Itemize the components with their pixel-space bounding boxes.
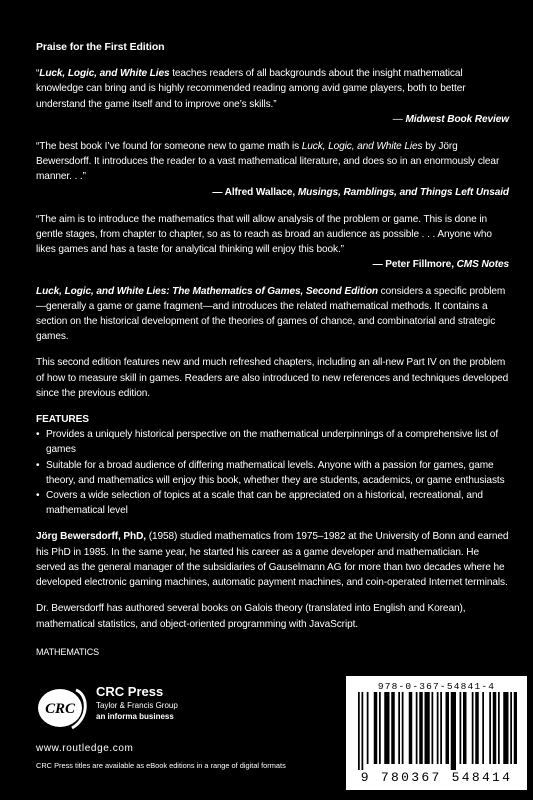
quote-source: Midwest Book Review <box>405 113 509 125</box>
quote-3: “The aim is to introduce the mathematics that will allow analysis of the problem or game. This is done in gentle stages, from chapter to chapter, so as to reach as broad an audience as possible . . . Anyone who likes games and has a taste for analytical thinking will enjoy this book.” — Peter Fillmore, CMS Notes <box>36 213 509 271</box>
category-label: MATHEMATICS <box>36 646 100 657</box>
features-heading: FEATURES <box>36 414 89 426</box>
author-bio: Jörg Bewersdorff, PhD, (1958) studied mathematics from 1975–1982 at the University of Bonn and earned his PhD in 1985. In the same year, he started his career as a game developer and mathematician. He served as the general manager of the subsidiaries of Gauselmann AG for more than two decades where he developed electronic gaming machines, automatic payment machines, and coin-operated Internet terminals. <box>36 531 509 589</box>
publisher-footer <box>0 681 533 800</box>
barcode-bars-icon <box>356 692 517 770</box>
publisher-name: CRC Press <box>96 684 164 699</box>
second-edition-text: This second edition features new and much refreshed chapters, including an all-new Part IV on the problem of how to measure skill in games. Readers are also introduced to new references and techniques developed since the previous edition. <box>36 357 509 399</box>
features-list <box>36 427 509 518</box>
feature-item: • Covers a wide selection of topics at a scale that can be appreciated on a historical, recreational, and mathematical level <box>36 488 509 518</box>
praise-heading: Praise for the First Edition <box>36 41 165 53</box>
book-title: Luck, Logic, and White Lies <box>301 141 423 153</box>
publisher-business: an informa business <box>96 712 174 721</box>
feature-item: • Provides a uniquely historical perspective on the mathematical underpinnings of a comprehensive list of games <box>36 427 509 457</box>
book-title: Luck, Logic, and White Lies <box>39 68 170 80</box>
ebook-note: CRC Press titles are available as eBook editions in a range of digital formats <box>36 761 286 770</box>
quote-1: “Luck, Logic, and White Lies teaches readers of all backgrounds about the insight mathematical knowledge can bring and is highly recommended reading among avid game players, both to better understand the game itself and to improve one’s skills.” — Midwest Book Review <box>36 68 509 125</box>
isbn-barcode <box>346 676 527 790</box>
author-books: Dr. Bewersdorff has authored several books on Galois theory (translated into English and Korean), mathematical statistics, and object-oriented programming with JavaScript. <box>36 603 466 630</box>
author-name: Jörg Bewersdorff, PhD, <box>36 531 146 543</box>
quote-source: CMS Notes <box>456 259 509 271</box>
feature-item: • Suitable for a broad audience of differing mathematical levels. Anyone with a passion for games, game theory, and mathematics will enjoy this book, whether they are students, academics, or game enthusiasts <box>36 458 509 488</box>
quote-author: — Peter Fillmore, <box>372 259 457 271</box>
svg-text:CRC: CRC <box>45 701 75 717</box>
barcode-digits: 9 780367 548414 <box>360 770 513 785</box>
description: Luck, Logic, and White Lies: The Mathematics of Games, Second Edition considers a specific problem—generally a game or game fragment—and introduces the related mathematical methods. It contains a section on the historical development of the theories of games of chance, and combinatorial and strategic games. <box>36 285 506 343</box>
publisher-website: www.routledge.com <box>36 743 134 754</box>
crc-press-logo-icon <box>36 684 91 732</box>
quote-author: — Alfred Wallace, <box>212 186 298 198</box>
quote-2: “The best book I’ve found for someone new to game math is Luck, Logic, and White Lies by Jörg Bewersdorff. It introduces the reader to a vast mathematical literature, and does so in an enormously clear manner. . .” — Alfred Wallace, Musings, Ramblings, and Things Left Unsaid <box>36 141 509 198</box>
quote-source: Musings, Ramblings, and Things Left Unsaid <box>297 186 509 198</box>
isbn-number: 978-0-367-54841-4 <box>377 681 496 692</box>
book-full-title: Luck, Logic, and White Lies: The Mathematics of Games, Second Edition <box>36 285 378 297</box>
publisher-group: Taylor & Francis Group <box>96 701 178 710</box>
publisher-info <box>96 686 178 722</box>
